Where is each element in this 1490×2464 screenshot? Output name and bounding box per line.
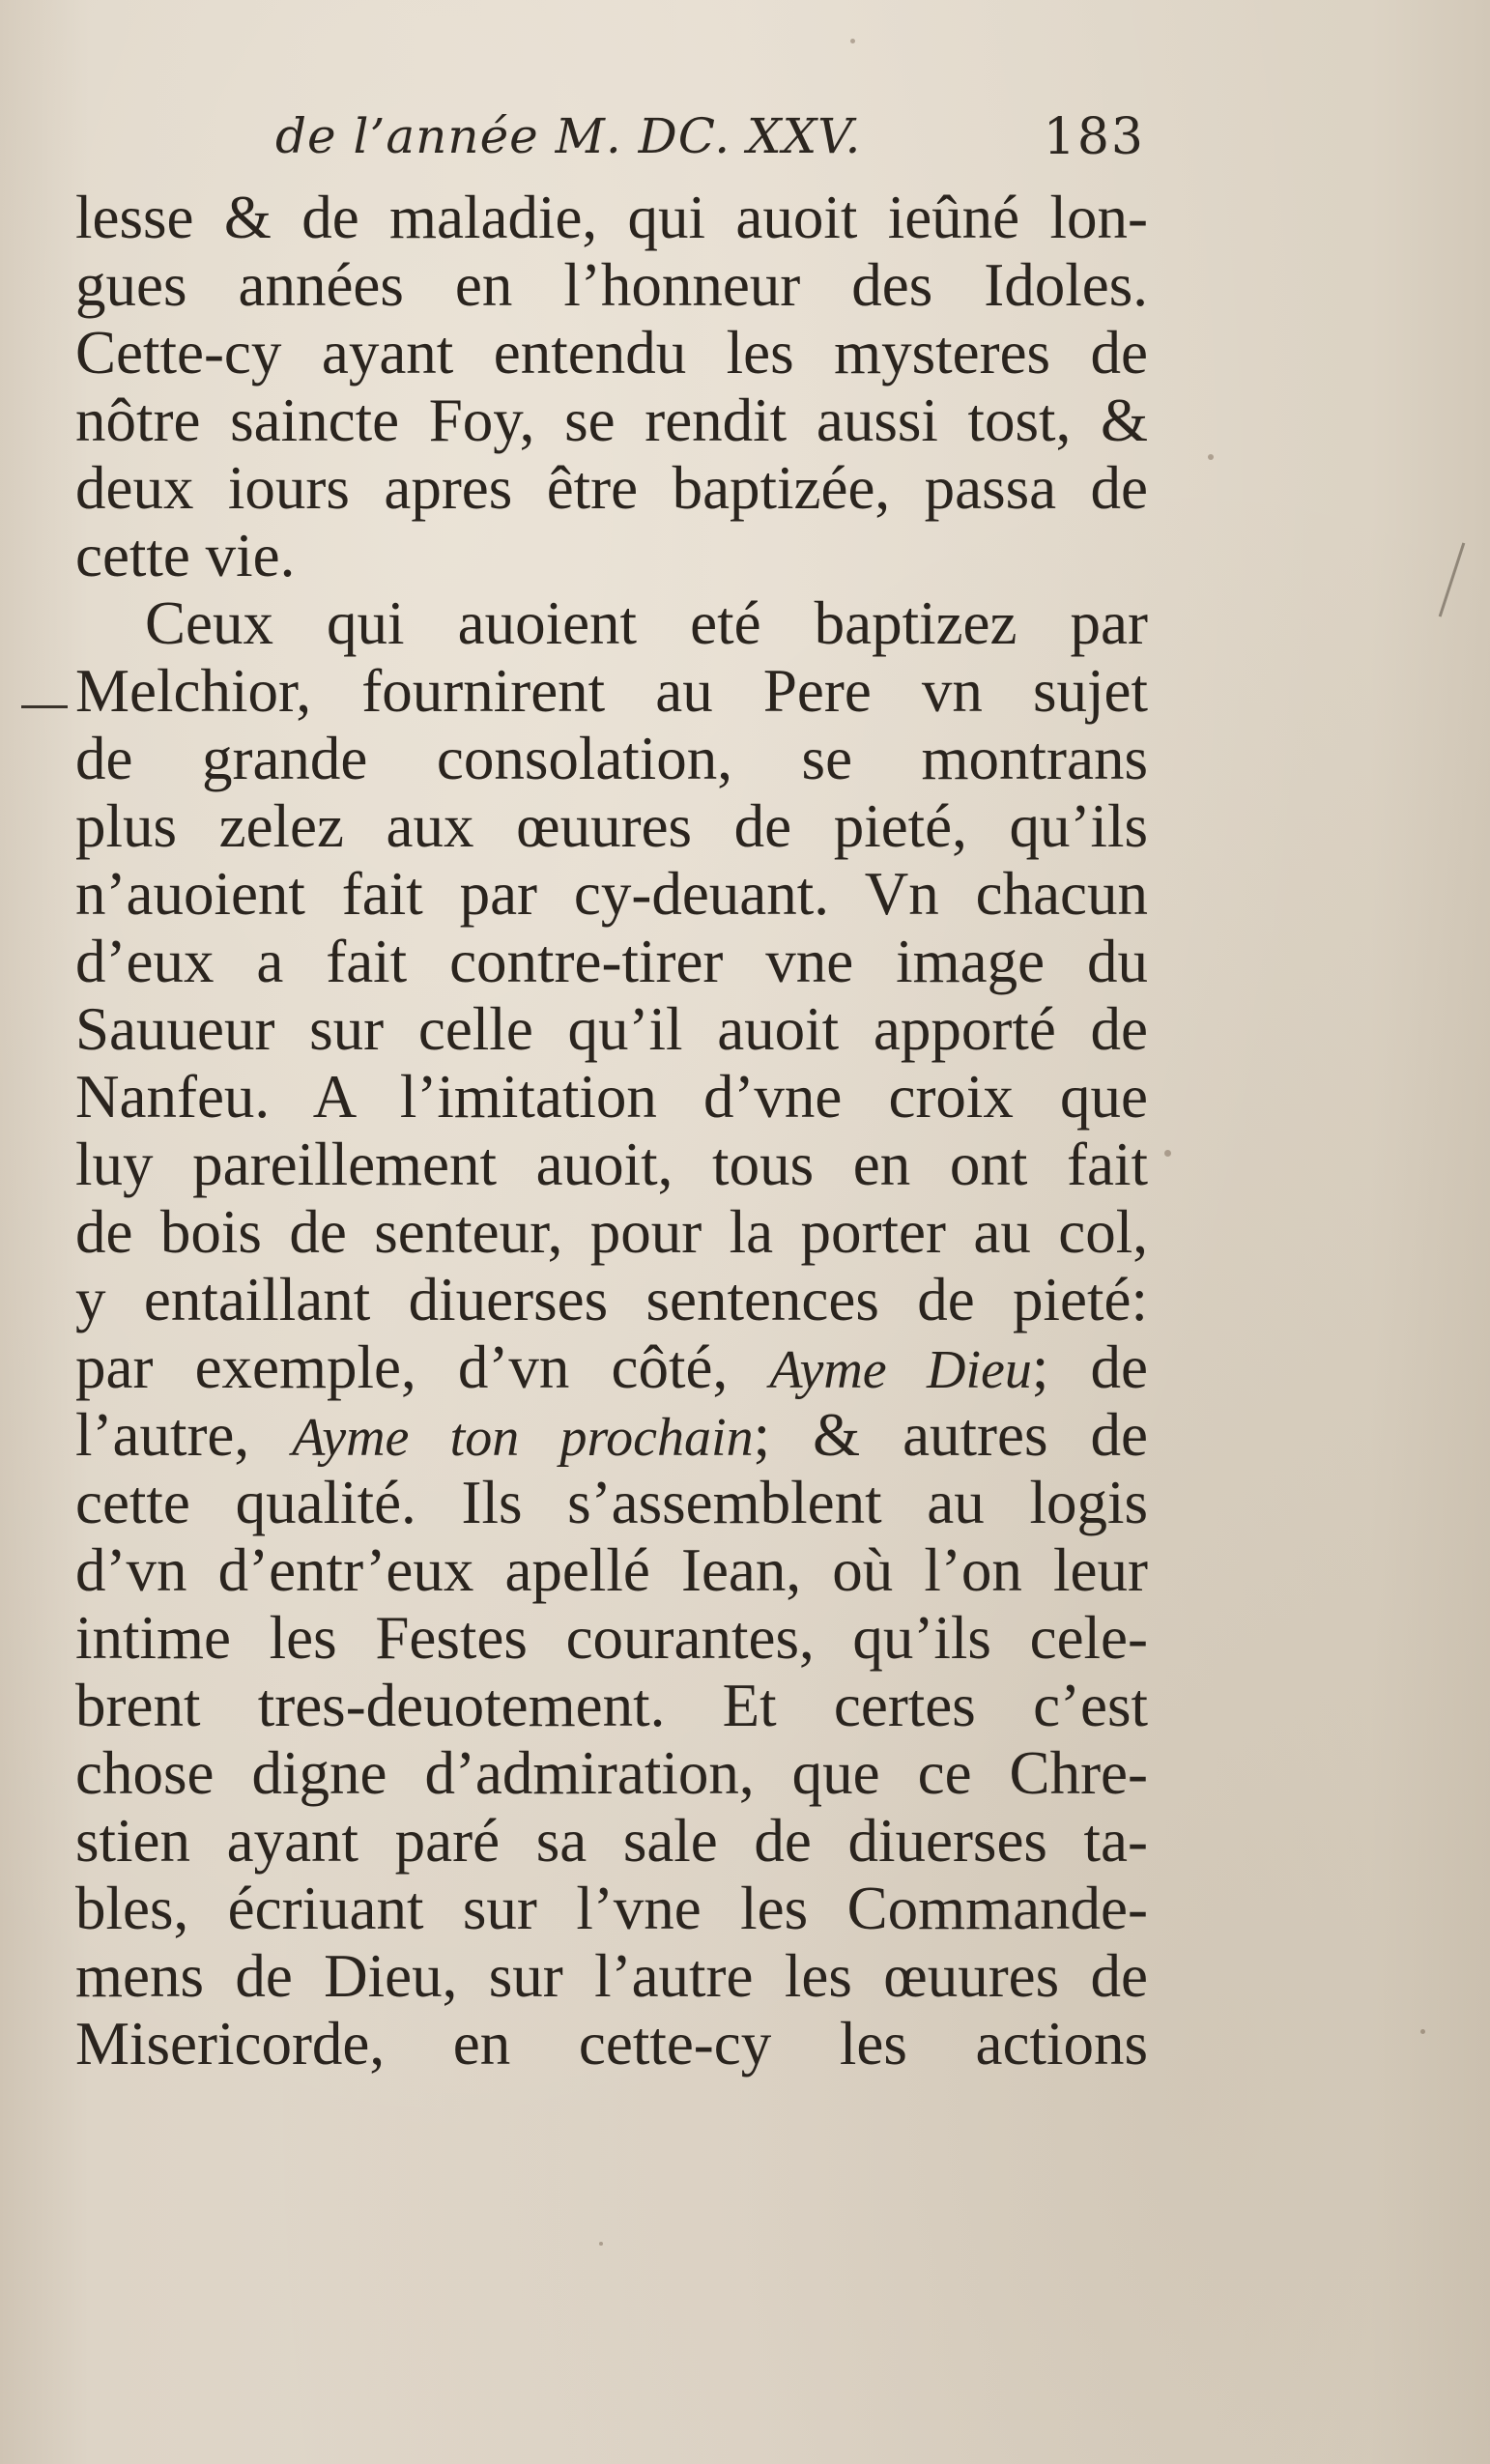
text-line: gues années en l’honneur des Idoles. <box>75 251 1148 319</box>
text-run: ; de <box>1031 1333 1149 1401</box>
text-run: l’autre, <box>75 1401 293 1469</box>
text-line: de bois de senteur, pour la porter au col, <box>75 1198 1148 1266</box>
paragraph-first-line: Ceux qui auoient eté baptizez par <box>145 589 1148 657</box>
running-title: de l’année M. DC. XXV. <box>275 108 862 164</box>
text-line: nôtre saincte Foy, se rendit aussi tost, & <box>75 387 1148 454</box>
paper-speck <box>1420 2029 1425 2034</box>
body-text <box>75 184 1148 2077</box>
text-run: ; & autres de <box>753 1401 1148 1469</box>
paper-speck <box>850 39 855 43</box>
text-line: Melchior, fournirent au Pere vn sujet <box>75 657 1148 725</box>
text-line: lesse & de maladie, qui auoit ieûné lon- <box>75 184 1148 251</box>
paper-speck <box>1164 1150 1171 1157</box>
text-line: d’vn d’entr’eux apellé Iean, où l’on leur <box>75 1536 1148 1604</box>
text-line-with-italic <box>75 1333 1148 1401</box>
text-line: Misericorde, en cette-cy les actions <box>75 2010 1148 2077</box>
text-line: Sauueur sur celle qu’il auoit apporté de <box>75 995 1148 1063</box>
text-line: plus zelez aux œuures de pieté, qu’ils <box>75 792 1148 860</box>
text-line: chose digne d’admiration, que ce Chre- <box>75 1739 1148 1807</box>
edge-stroke-mark <box>1439 542 1466 616</box>
text-line: intime les Festes courantes, qu’ils cele- <box>75 1604 1148 1672</box>
text-line: mens de Dieu, sur l’autre les œuures de <box>75 1942 1148 2010</box>
text-line: bles, écriuant sur l’vne les Commande- <box>75 1875 1148 1942</box>
paper-speck <box>599 2242 603 2246</box>
text-line: stien ayant paré sa sale de diuerses ta- <box>75 1807 1148 1875</box>
margin-dash-mark <box>21 705 68 708</box>
text-line: d’eux a fait contre-tirer vne image du <box>75 928 1148 995</box>
italic-phrase: Ayme Dieu <box>769 1340 1032 1400</box>
text-line: Cette-cy ayant entendu les mysteres de <box>75 319 1148 387</box>
text-line: cette qualité. Ils s’assemblent au logis <box>75 1469 1148 1536</box>
text-run: par exemple, d’vn côté, <box>75 1333 770 1401</box>
text-line: deux iours apres être baptizée, passa de <box>75 454 1148 522</box>
running-header <box>275 108 1164 176</box>
page-number: 183 <box>1043 108 1145 166</box>
text-line-with-italic <box>75 1401 1148 1469</box>
italic-phrase: Ayme ton prochain <box>292 1408 754 1468</box>
text-line: luy pareillement auoit, tous en ont fait <box>75 1131 1148 1198</box>
text-line: brent tres-deuotement. Et certes c’est <box>75 1672 1148 1739</box>
text-line: de grande consolation, se montrans <box>75 725 1148 792</box>
text-line: Nanfeu. A l’imitation d’vne croix que <box>75 1063 1148 1131</box>
paper-speck <box>1208 454 1214 460</box>
text-line: cette vie. <box>75 522 296 589</box>
text-line: n’auoient fait par cy-deuant. Vn chacun <box>75 860 1148 928</box>
text-line: y entaillant diuerses sentences de pieté: <box>75 1266 1148 1333</box>
